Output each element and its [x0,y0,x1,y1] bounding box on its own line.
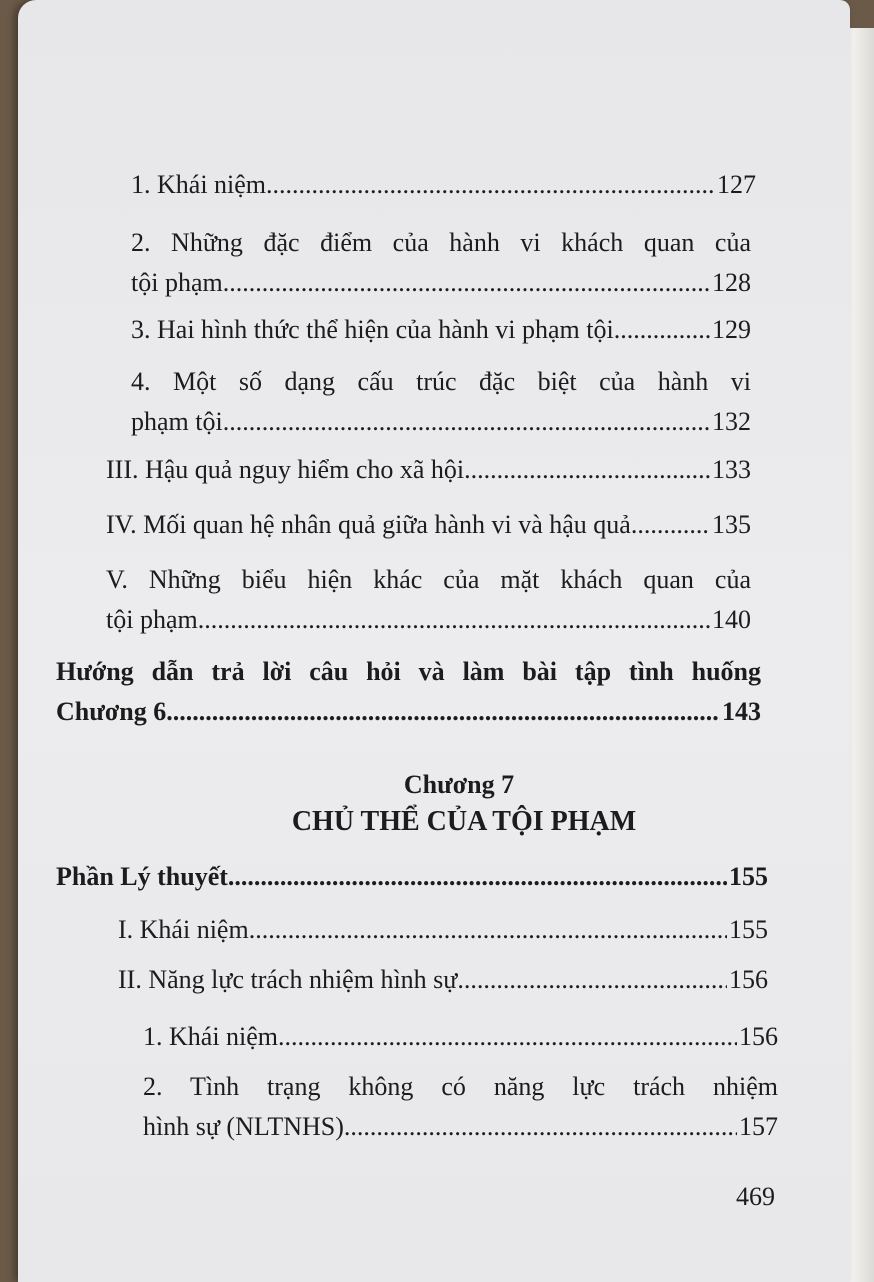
toc-entry [56,652,761,732]
toc-entry-title-line1: Hướng dẫn trả lời câu hỏi và làm bài tập tình huống [56,657,761,686]
toc-entry-title-line1: V. Những biểu hiện khác của mặt khách quan của [106,565,751,594]
toc-entry-page: 155 [729,915,768,944]
toc-entry-page: 128 [712,268,751,297]
toc-entry-title-line1: 4. Một số dạng cấu trúc đặc biệt của hành vi [131,367,751,396]
toc-entry [106,560,751,640]
chapter-number: Chương 7 [403,770,515,799]
leader-dots [228,857,727,897]
toc-entry [118,960,768,1000]
toc-entry-title: III. Hậu quả nguy hiểm cho xã hội [106,455,465,484]
toc-entry-page: 143 [722,697,761,726]
toc-entry-title: 3. Hai hình thức thể hiện của hành vi phạm tội [131,315,614,344]
toc-entry-title: tội phạm [106,605,198,634]
leader-dots [249,910,727,950]
toc-entry [131,362,751,442]
chapter-title: CHỦ THỂ CỦA TỘI PHẠM [291,806,637,837]
page-number: 469 [736,1182,775,1211]
toc-entry-page: 155 [729,862,768,891]
toc-entry-title: I. Khái niệm [118,915,249,944]
leader-dots [631,505,710,545]
book-page [18,0,850,1282]
toc-entry-page: 133 [712,455,751,484]
toc-entry-title: 1. Khái niệm [143,1022,279,1051]
leader-dots [344,1107,737,1147]
toc-entry-page: 140 [712,605,751,634]
toc-entry-title: Chương 6 [56,697,167,726]
toc-entry-title: tội phạm [131,268,223,297]
toc-entry-page: 156 [739,1022,778,1051]
toc-entry [56,857,768,897]
toc-entry [131,165,756,205]
toc-entry [106,450,751,490]
toc-entry-page: 156 [729,965,768,994]
toc-entry [106,505,751,545]
leader-dots [166,692,720,732]
leader-dots [457,960,727,1000]
toc-entry-page: 132 [712,407,751,436]
toc-entry-page: 135 [712,510,751,539]
toc-entry-page: 157 [739,1112,778,1141]
toc-entry-title-line1: 2. Những đặc điểm của hành vi khách quan của [131,228,751,257]
leader-dots [614,310,710,350]
toc-entry-title-line1: 2. Tình trạng không có năng lực trách nhiệm [143,1072,778,1101]
toc-entry-page: 127 [717,170,756,199]
toc-entry-title: Phần Lý thuyết [56,862,228,891]
toc-entry-title: 1. Khái niệm [131,170,267,199]
toc-entry [131,310,751,350]
toc-entry-title: IV. Mối quan hệ nhân quả giữa hành vi và hậu quả [106,510,631,539]
leader-dots [266,165,715,205]
toc-entry [131,223,751,303]
toc-entry-title: hình sự (NLTNHS) [143,1112,344,1141]
leader-dots [223,263,710,303]
toc-entry [143,1067,778,1147]
leader-dots [278,1017,737,1057]
toc-entry-title: II. Năng lực trách nhiệm hình sự [118,965,458,994]
toc-entry [143,1017,778,1057]
leader-dots [198,600,710,640]
toc-entry-title: phạm tội [131,407,223,436]
toc-entry [118,910,768,950]
toc-entry-page: 129 [712,315,751,344]
leader-dots [223,402,710,442]
leader-dots [464,450,710,490]
